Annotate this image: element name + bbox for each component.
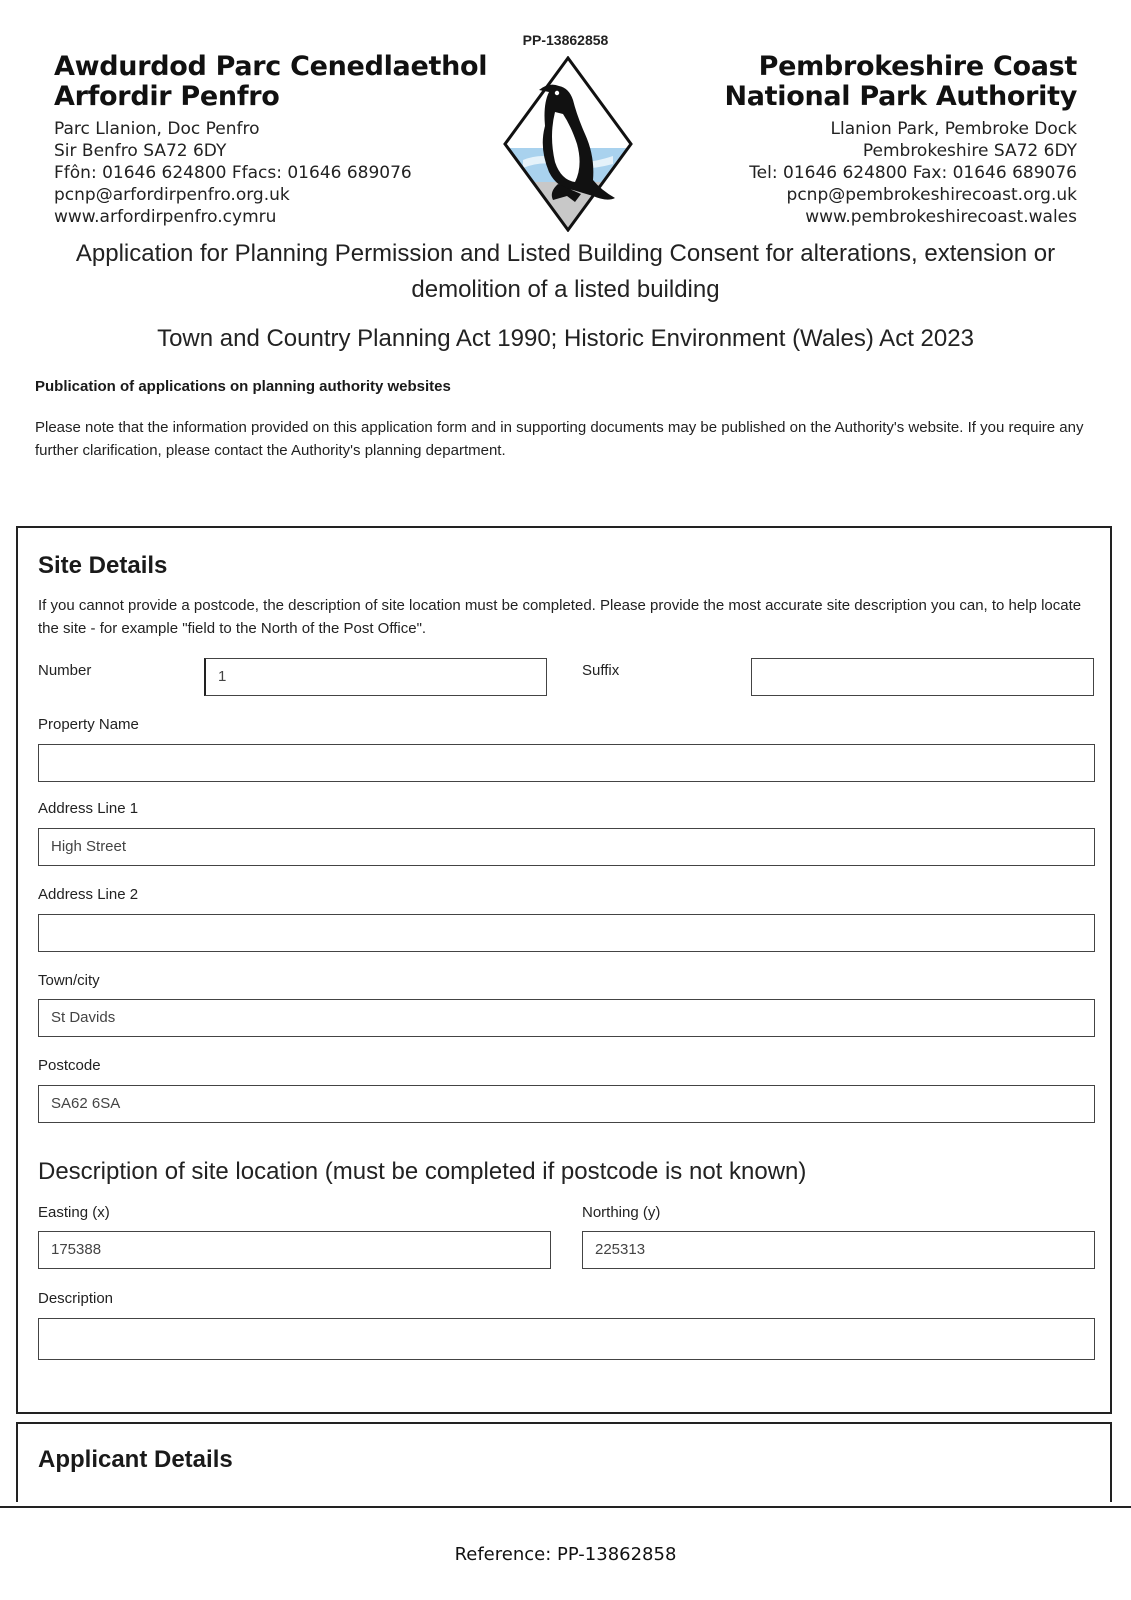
english-title-line2: National Park Authority <box>724 81 1077 112</box>
northing-label: Northing (y) <box>582 1204 661 1221</box>
welsh-authority-header <box>54 52 487 228</box>
english-email: pcnp@pembrokeshirecoast.org.uk <box>786 185 1077 205</box>
welsh-email: pcnp@arfordirpenfro.org.uk <box>54 185 290 205</box>
applicant-details-section <box>16 1422 1112 1502</box>
town-input[interactable]: St Davids <box>38 999 1095 1037</box>
footer-divider <box>0 1506 1131 1508</box>
footer-reference: Reference: PP-13862858 <box>454 1544 677 1565</box>
section-title: Site Details <box>38 552 168 579</box>
town-label: Town/city <box>38 972 100 989</box>
description-label: Description <box>38 1290 114 1307</box>
welsh-phone: Ffôn: 01646 624800 Ffacs: 01646 689076 <box>54 163 412 183</box>
english-authority-header <box>724 52 1077 228</box>
welsh-address1: Parc Llanion, Doc Penfro <box>54 119 260 139</box>
welsh-website: www.arfordirpenfro.cymru <box>54 207 277 227</box>
address-line1-label: Address Line 1 <box>38 800 139 817</box>
northing-input[interactable]: 225313 <box>582 1231 1095 1269</box>
welsh-address2: Sir Benfro SA72 6DY <box>54 141 227 161</box>
document-title: Application for Planning Permission and Listed Building Consent for alterations, extension or demolition of a listed building <box>75 240 1056 303</box>
site-location-heading: Description of site location (must be completed if postcode is not known) <box>38 1158 807 1185</box>
property-name-input[interactable] <box>38 744 1095 782</box>
suffix-label: Suffix <box>582 662 620 679</box>
easting-label: Easting (x) <box>38 1204 110 1221</box>
site-details-note: If you cannot provide a postcode, the description of site location must be completed. Please provide the most accurate site description you can, to help locate the site - for example "field to the North of the Post Office". <box>38 597 1082 637</box>
english-address2: Pembrokeshire SA72 6DY <box>862 141 1077 161</box>
number-input[interactable]: 1 <box>204 658 547 696</box>
english-phone: Tel: 01646 624800 Fax: 01646 689076 <box>749 163 1077 183</box>
address-line2-input[interactable] <box>38 914 1095 952</box>
site-details-section <box>16 526 1112 1414</box>
english-website: www.pembrokeshirecoast.wales <box>805 207 1077 227</box>
address-line2-label: Address Line 2 <box>38 886 139 903</box>
legislation-title: Town and Country Planning Act 1990; Historic Environment (Wales) Act 2023 <box>157 325 974 352</box>
number-label: Number <box>38 662 92 679</box>
english-address1: Llanion Park, Pembroke Dock <box>830 119 1077 139</box>
welsh-title-line2: Arfordir Penfro <box>54 81 280 112</box>
description-input[interactable] <box>38 1318 1095 1360</box>
property-name-label: Property Name <box>38 716 139 733</box>
welsh-title-line1: Awdurdod Parc Cenedlaethol <box>54 51 488 82</box>
reference-number: PP-13862858 <box>522 32 609 48</box>
postcode-label: Postcode <box>38 1057 101 1074</box>
publication-notice: Please note that the information provided on this application form and in supporting documents may be published on the Authority's website. If you require any further clarification, please contact the Authority's planning department. <box>35 419 1084 459</box>
postcode-input[interactable]: SA62 6SA <box>38 1085 1095 1123</box>
suffix-input[interactable] <box>751 658 1094 696</box>
english-title-line1: Pembrokeshire Coast <box>758 51 1077 82</box>
applicant-section-title: Applicant Details <box>38 1446 233 1473</box>
easting-input[interactable]: 175388 <box>38 1231 551 1269</box>
puffin-logo-icon <box>503 56 633 232</box>
publication-heading: Publication of applications on planning authority websites <box>35 378 451 395</box>
address-line1-input[interactable]: High Street <box>38 828 1095 866</box>
